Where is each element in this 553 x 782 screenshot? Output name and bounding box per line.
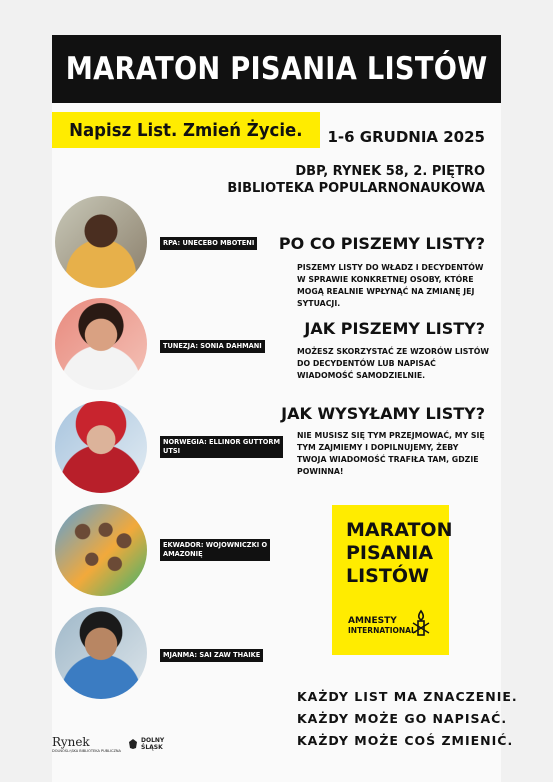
person-label: RPA: UNECEBO MBOTENI <box>160 237 257 250</box>
slogan-banner <box>52 112 320 148</box>
person-label-line: UTSI <box>163 447 181 455</box>
eagle-icon <box>128 738 138 750</box>
slogan-text: Napisz List. Zmień Życie. <box>69 119 303 141</box>
rynek-logo <box>52 735 132 753</box>
section-heading-send: JAK WYSYŁAMY LISTY? <box>281 404 485 423</box>
rynek-logo-text: Rynek <box>52 735 90 749</box>
section-heading-how: JAK PISZEMY LISTY? <box>304 319 485 338</box>
portrait-ellinor-guttorm-utsi <box>55 401 147 493</box>
event-venue <box>227 163 485 197</box>
title-banner <box>52 35 501 103</box>
person-label-line: EKWADOR: WOJOWNICZKI O <box>163 541 268 549</box>
stamp-line: LISTÓW <box>346 565 429 587</box>
amnesty-line: AMNESTY <box>348 616 397 626</box>
amnesty-logo-text <box>348 617 416 635</box>
person-label <box>160 539 270 561</box>
section-heading-why: PO CO PISZEMY LISTY? <box>278 234 485 253</box>
page-title: MARATON PISANIA LISTÓW <box>65 51 488 87</box>
section-body-why: PISZEMY LISTY DO WŁADZ I DECYDENTÓW W SPRAWIE KONKRETNEJ OSOBY, KTÓRE MOGĄ REALNIE WPŁYNĄĆ NA ZMIANĘ JEJ SYTUACJI. <box>297 263 484 308</box>
section-body-send: NIE MUSISZ SIĘ TYM PRZEJMOWAĆ, MY SIĘ TYM ZAJMIEMY I DOPILNUJEMY, ŻEBY TWOJA WIADOMOŚĆ TRAFIŁA TAM, GDZIE POWINNA! <box>297 431 485 476</box>
person-label-line: AMAZONIĘ <box>163 550 203 558</box>
venue-line-2: BIBLIOTEKA POPULARNONAUKOWA <box>227 181 485 196</box>
person-label: MJANMA: SAI ZAW THAIKE <box>160 649 263 662</box>
event-date: 1-6 GRUDNIA 2025 <box>327 128 485 146</box>
stamp-title <box>346 519 453 588</box>
slask-line: ŚLĄSK <box>141 744 163 751</box>
dolny-slask-logo <box>128 737 164 751</box>
portrait-unecebo-mboteni <box>55 196 147 288</box>
person-label-line: NORWEGIA: ELLINOR GUTTORM <box>163 438 281 446</box>
closing-statement <box>297 686 518 752</box>
portrait-sai-zaw-thaike <box>55 607 147 699</box>
campaign-stamp <box>332 505 453 655</box>
closing-line: KAŻDY MOŻE GO NAPISAĆ. <box>297 711 508 726</box>
person-label <box>160 436 283 458</box>
portrait-ekwador-group <box>55 504 147 596</box>
portrait-sonia-dahmani <box>55 298 147 390</box>
venue-line-1: DBP, RYNEK 58, 2. PIĘTRO <box>295 164 485 179</box>
section-body-how: MOŻESZ SKORZYSTAĆ ZE WZORÓW LISTÓW DO DECYDENTÓW LUB NAPISAĆ WIADOMOŚĆ SAMODZIELNIE. <box>297 347 489 380</box>
candle-icon <box>410 609 432 639</box>
dolny-slask-text <box>141 737 164 751</box>
stamp-line: MARATON <box>346 519 453 541</box>
rynek-logo-sub: DOLNOŚLĄSKA BIBLIOTEKA PUBLICZNA <box>52 749 121 753</box>
closing-line: KAŻDY MOŻE COŚ ZMIENIĆ. <box>297 733 514 748</box>
stamp-line: PISANIA <box>346 542 434 564</box>
amnesty-line: INTERNATIONAL <box>348 626 416 635</box>
dolny-line: DOLNY <box>141 737 165 744</box>
person-label: TUNEZJA: SONIA DAHMANI <box>160 340 265 353</box>
closing-line: KAŻDY LIST MA ZNACZENIE. <box>297 689 518 704</box>
